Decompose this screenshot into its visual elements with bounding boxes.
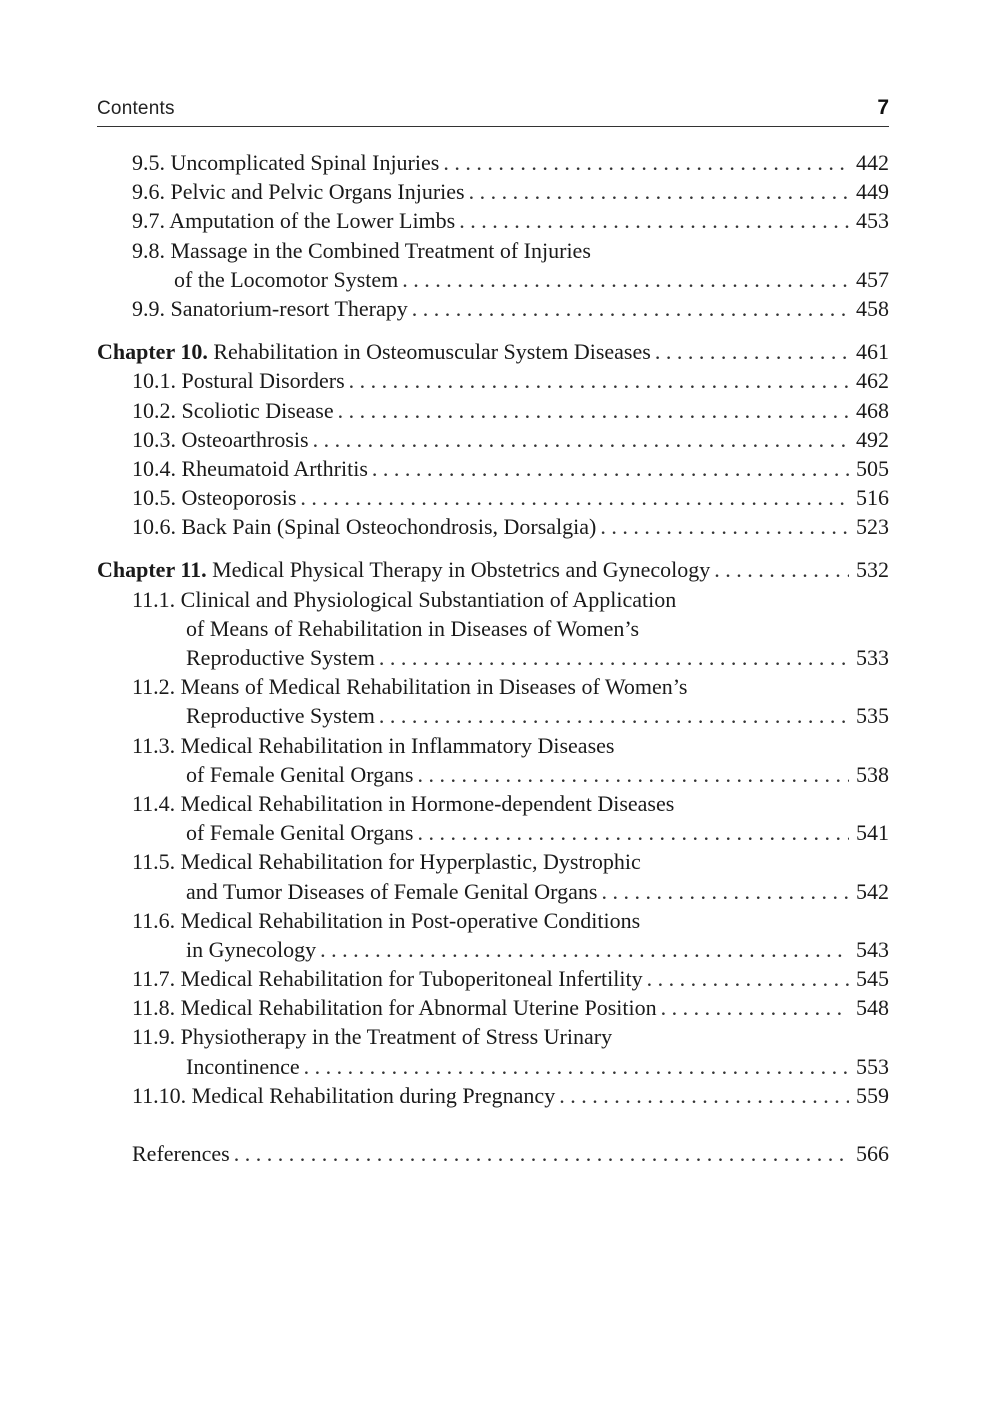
toc-entry-title: 10.5. Osteoporosis bbox=[132, 485, 297, 511]
toc-page-number: 453 bbox=[856, 208, 889, 234]
toc-entry-11-4[interactable] bbox=[97, 818, 889, 847]
toc-entry-9-9[interactable] bbox=[97, 294, 889, 323]
toc-page-number: 566 bbox=[856, 1141, 889, 1166]
toc-entry-11-6[interactable] bbox=[97, 935, 889, 964]
running-title: Contents bbox=[97, 98, 175, 119]
toc-entry-title: Reproductive System bbox=[186, 645, 375, 670]
dot-leader bbox=[375, 643, 849, 672]
toc-page-number: 523 bbox=[856, 514, 889, 540]
toc-entry-11-4-line1[interactable]: 11.4. Medical Rehabilitation in Hormone-dependent Diseases bbox=[132, 790, 675, 816]
toc-entry-title: 10.4. Rheumatoid Arthritis bbox=[132, 455, 368, 481]
dot-leader bbox=[596, 512, 849, 541]
dot-leader bbox=[657, 993, 849, 1022]
running-header bbox=[97, 96, 889, 127]
dot-leader bbox=[439, 148, 849, 177]
toc-page-number: 461 bbox=[856, 339, 889, 365]
toc-entry-11-5[interactable] bbox=[97, 877, 889, 906]
toc-entry-9-5[interactable] bbox=[97, 148, 889, 177]
chapter-title: Rehabilitation in Osteomuscular System Diseases bbox=[213, 339, 651, 365]
toc-entry-title: 10.3. Osteoarthrosis bbox=[132, 426, 309, 452]
dot-leader bbox=[465, 177, 849, 206]
toc-entry-10-3[interactable] bbox=[97, 425, 889, 454]
toc-entry-title: and Tumor Diseases of Female Genital Organs bbox=[186, 878, 598, 904]
toc-page-number: 458 bbox=[856, 295, 889, 321]
dot-leader bbox=[651, 337, 849, 366]
toc-entry-title: 10.1. Postural Disorders bbox=[132, 368, 345, 394]
dot-leader bbox=[455, 206, 849, 235]
toc-entry-title: 9.9. Sanatorium-resort Therapy bbox=[132, 295, 408, 321]
toc-page-number: 462 bbox=[856, 368, 889, 394]
toc-entry-11-1-line2[interactable]: of Means of Rehabilitation in Diseases of Women’s bbox=[186, 615, 640, 641]
toc-entry-title: in Gynecology bbox=[186, 936, 317, 962]
toc-entry-10-2[interactable] bbox=[97, 396, 889, 425]
page-number: 7 bbox=[877, 96, 889, 119]
toc-page-number: 538 bbox=[856, 761, 889, 787]
toc-entry-title: of the Locomotor System bbox=[174, 266, 399, 292]
table-of-contents bbox=[97, 148, 889, 1168]
toc-page-number: 553 bbox=[856, 1053, 889, 1079]
toc-entry-references[interactable] bbox=[97, 1139, 889, 1168]
toc-entry-10-4[interactable] bbox=[97, 454, 889, 483]
toc-entry-11-3[interactable] bbox=[97, 760, 889, 789]
toc-entry-title: of Female Genital Organs bbox=[186, 820, 414, 846]
toc-entry-9-7[interactable] bbox=[97, 206, 889, 235]
toc-entry-11-2[interactable] bbox=[97, 701, 889, 730]
toc-entry-11-2-line1[interactable]: 11.2. Means of Medical Rehabilitation in Diseases of Women’s bbox=[132, 674, 688, 700]
toc-entry-9-8-line1[interactable]: 9.8. Massage in the Combined Treatment of Injuries bbox=[132, 237, 591, 263]
dot-leader bbox=[309, 425, 849, 454]
toc-entry-title: 11.7. Medical Rehabilitation for Tuboperitoneal Infertility bbox=[132, 966, 643, 992]
toc-entry-10-6[interactable] bbox=[97, 512, 889, 541]
toc-entry-title: 9.7. Amputation of the Lower Limbs bbox=[132, 208, 456, 234]
toc-entry-11-10[interactable] bbox=[97, 1081, 889, 1110]
toc-chapter-11[interactable] bbox=[97, 555, 889, 584]
toc-page-number: 535 bbox=[856, 703, 889, 729]
dot-leader bbox=[296, 483, 849, 512]
toc-entry-11-5-line1[interactable]: 11.5. Medical Rehabilitation for Hyperplastic, Dystrophic bbox=[132, 849, 641, 875]
toc-entry-11-9-line1[interactable]: 11.9. Physiotherapy in the Treatment of Stress Urinary bbox=[132, 1024, 613, 1050]
toc-page-number: 543 bbox=[856, 936, 889, 962]
toc-entry-title: References bbox=[132, 1141, 230, 1166]
toc-entry-11-7[interactable] bbox=[97, 964, 889, 993]
toc-page-number: 532 bbox=[856, 557, 889, 583]
toc-entry-11-1-line1[interactable]: 11.1. Clinical and Physiological Substantiation of Application bbox=[132, 586, 677, 612]
toc-entry-title: Reproductive System bbox=[186, 703, 375, 729]
toc-entry-title: 9.5. Uncomplicated Spinal Injuries bbox=[132, 150, 440, 175]
dot-leader bbox=[316, 935, 849, 964]
toc-page-number: 545 bbox=[856, 966, 889, 992]
toc-entry-9-6[interactable] bbox=[97, 177, 889, 206]
toc-entry-title: 9.6. Pelvic and Pelvic Organs Injuries bbox=[132, 179, 465, 205]
toc-page-number: 559 bbox=[856, 1082, 889, 1108]
toc-page-number: 541 bbox=[856, 820, 889, 846]
dot-leader bbox=[345, 366, 849, 395]
dot-leader bbox=[230, 1139, 849, 1168]
toc-page-number: 492 bbox=[856, 426, 889, 452]
toc-entry-10-5[interactable] bbox=[97, 483, 889, 512]
toc-entry-11-6-line1[interactable]: 11.6. Medical Rehabilitation in Post-operative Conditions bbox=[132, 907, 641, 933]
toc-page-number: 533 bbox=[856, 645, 889, 670]
dot-leader bbox=[413, 760, 849, 789]
toc-page-number: 449 bbox=[856, 179, 889, 205]
toc-entry-title: 10.2. Scoliotic Disease bbox=[132, 397, 334, 423]
chapter-label: Chapter 10. bbox=[97, 339, 208, 365]
toc-entry-title: 10.6. Back Pain (Spinal Osteochondrosis, Dorsalgia) bbox=[132, 514, 597, 540]
toc-page-number: 468 bbox=[856, 397, 889, 423]
toc-entry-11-9[interactable] bbox=[97, 1052, 889, 1081]
dot-leader bbox=[413, 818, 849, 847]
dot-leader bbox=[334, 396, 849, 425]
toc-entry-title: 11.10. Medical Rehabilitation during Pregnancy bbox=[132, 1082, 556, 1108]
toc-chapter-10[interactable] bbox=[97, 337, 889, 366]
toc-page-number: 505 bbox=[856, 455, 889, 481]
toc-entry-9-8[interactable] bbox=[97, 265, 889, 294]
dot-leader bbox=[643, 964, 849, 993]
dot-leader bbox=[408, 294, 849, 323]
toc-entry-11-3-line1[interactable]: 11.3. Medical Rehabilitation in Inflammatory Diseases bbox=[132, 732, 615, 758]
chapter-title: Medical Physical Therapy in Obstetrics and Gynecology bbox=[212, 557, 711, 583]
dot-leader bbox=[710, 555, 849, 584]
toc-entry-title: 11.8. Medical Rehabilitation for Abnormal Uterine Position bbox=[132, 995, 657, 1021]
dot-leader bbox=[300, 1052, 849, 1081]
dot-leader bbox=[398, 265, 849, 294]
toc-page-number: 516 bbox=[856, 485, 889, 511]
toc-page-number: 457 bbox=[856, 266, 889, 292]
toc-page-number: 442 bbox=[856, 150, 889, 175]
dot-leader bbox=[375, 701, 849, 730]
toc-page-number: 542 bbox=[856, 878, 889, 904]
chapter-label: Chapter 11. bbox=[97, 557, 207, 583]
dot-leader bbox=[368, 454, 849, 483]
toc-entry-10-1[interactable] bbox=[97, 366, 889, 395]
dot-leader bbox=[555, 1081, 849, 1110]
toc-entry-title: of Female Genital Organs bbox=[186, 761, 414, 787]
toc-page-number: 548 bbox=[856, 995, 889, 1021]
toc-entry-title: Incontinence bbox=[186, 1053, 300, 1079]
dot-leader bbox=[597, 877, 849, 906]
toc-entry-11-1[interactable] bbox=[97, 643, 889, 672]
toc-entry-11-8[interactable] bbox=[97, 993, 889, 1022]
